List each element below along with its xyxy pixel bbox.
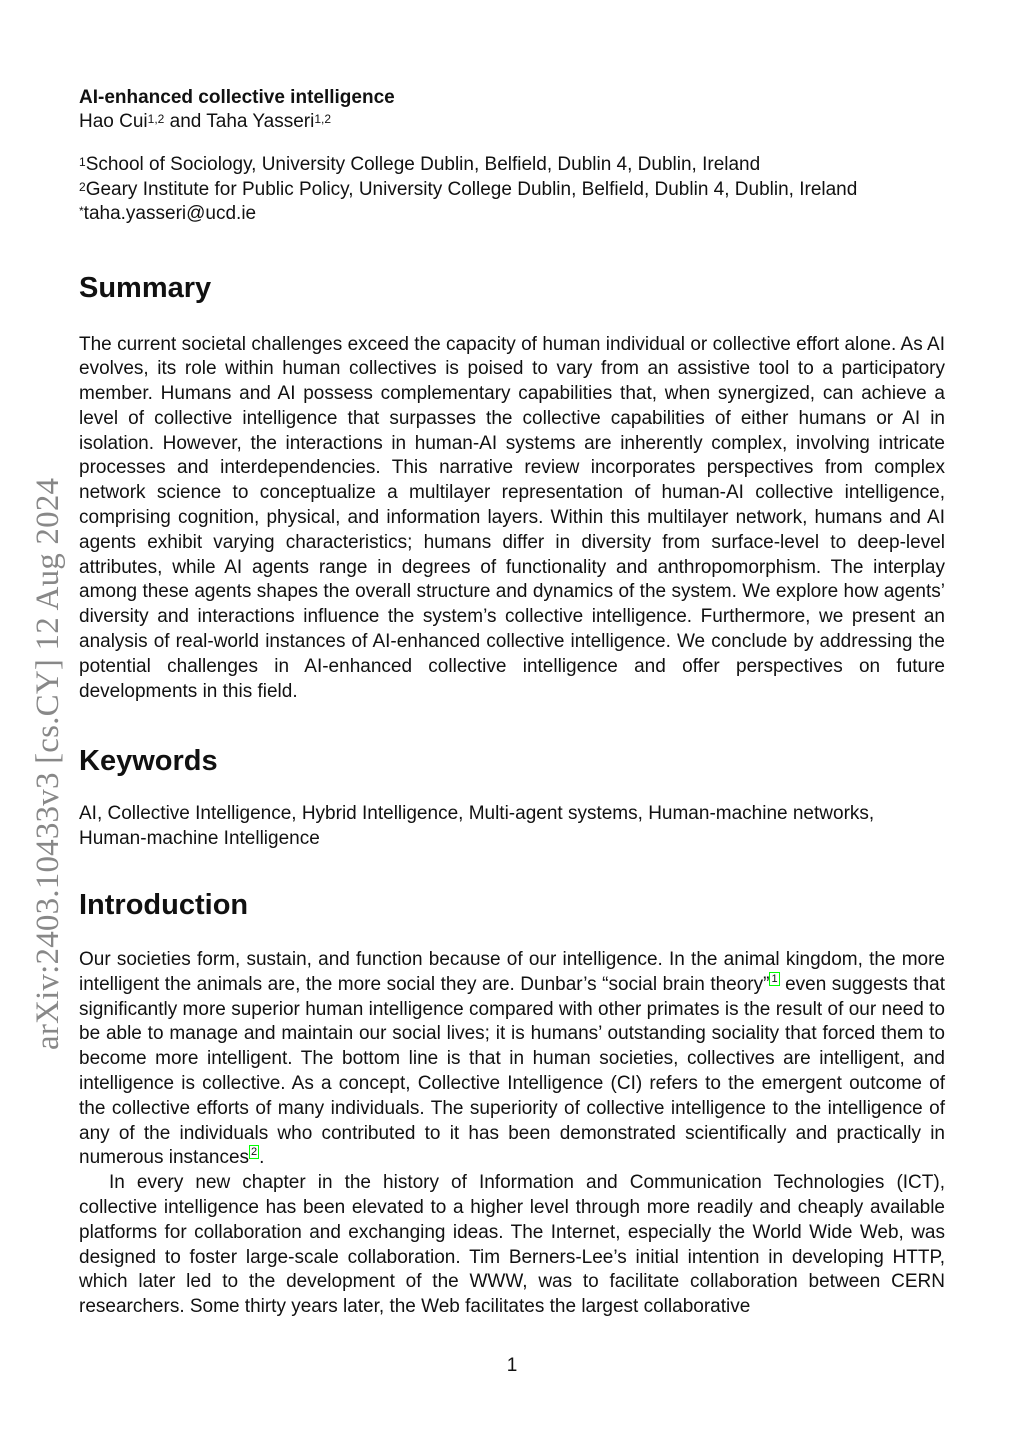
affiliation-1-mark: 1 [79,155,86,169]
keywords-heading: Keywords [79,745,218,778]
author-2-affil: 1,2 [314,112,332,126]
intro-p1-part-c: . [259,1147,265,1169]
author-1-affil: 1,2 [147,112,165,126]
author-1-name: Hao Cui [79,111,148,132]
corresponding-email [79,202,945,227]
affiliation-2-text: Geary Institute for Public Policy, University College Dublin, Belfield, Dublin 4, Dublin, Ireland [85,178,858,200]
affiliation-2 [79,178,945,203]
author-joiner: and [164,111,207,132]
summary-heading: Summary [79,271,212,304]
page-number: 1 [506,1355,518,1376]
affiliation-1 [79,153,945,178]
introduction-paragraph-2: In every new chapter in the history of Information and Communication Technologies (ICT), collective intelligence has been elevated to a higher level through more readily and cheaply available platforms for collaboration and exchanging ideas. The Internet, especially the World Wide Web, was designed to foster large-scale collaboration. Tim Berners-Lee’s initial intention in developing HTTP, which later led to the development of the WWW, was to facilitate collaboration between CERN researchers. Some thirty years later, the Web facilitates the largest collaborative [79,1172,945,1318]
intro-p1-part-b: even suggests that significantly more superior human intelligence compared with other primates is the result of our need to be able to manage and maintain our social lives; it is humans’ outstanding sociality that forced them to become more intelligent. The bottom line is that in human societies, collectives are intelligent, and intelligence is collective. As a concept, Collective Intelligence (CI) refers to the emergent outcome of the collective efforts of many individuals. The superiority of collective intelligence to the intelligence of any of the individuals who contributed to it has been demonstrated scientifically and practically in numerous instances [79,973,945,1169]
introduction-paragraph-1 [79,948,945,1171]
affiliation-2-mark: 2 [79,179,86,194]
citation-link-1[interactable]: 1 [771,972,778,985]
affiliations [79,153,945,227]
email-mark: * [79,204,84,218]
introduction-heading: Introduction [79,889,249,922]
citation-link-2[interactable]: 2 [251,1146,258,1159]
summary-paragraph: The current societal challenges exceed the capacity of human individual or collective effort alone. As AI evolves, its role within human collectives is poised to vary from an assistive tool to a participatory member. Humans and AI possess complementary capabilities that, when synergized, can achieve a level of collective intelligence that surpasses the collective capabilities of either humans or AI in isolation. However, the interactions in human-AI systems are inherently complex, involving intricate processes and interdependencies. This narrative review incorporates perspectives from complex network science to conceptualize a multilayer representation of human-AI collective intelligence, comprising cognition, physical, and information layers. Within this multilayer network, humans and AI agents exhibit varying characteristics; humans differ in diversity from surface-level to deep-level attributes, while AI agents range in degrees of functionality and anthropomorphism. The interplay among these agents shapes the overall structure and dynamics of the system. We explore how agents’ diversity and interactions influence the system’s collective intelligence. Furthermore, we present an analysis of real-world instances of AI-enhanced collective intelligence. We conclude by addressing the potential challenges in AI-enhanced collective intelligence and offer perspectives on future developments in this field. [79,333,945,702]
affiliation-1-text: School of Sociology, University College Dublin, Belfield, Dublin 4, Dublin, Ireland [85,154,761,175]
arxiv-sidebar-stamp: arXiv:2403.10433v3 [cs.CY] 12 Aug 2024 [30,477,66,1050]
keywords-paragraph: AI, Collective Intelligence, Hybrid Intelligence, Multi-agent systems, Human-machine networks, Human-machine Intelligence [79,803,875,850]
author-2-name: Taha Yasseri [206,111,315,132]
page-content [79,86,945,1320]
email-text: taha.yasseri@ucd.ie [83,203,257,224]
intro-p1-part-a: Our societies form, sustain, and function because of our intelligence. In the animal kingdom, the more intelligent the animals are, the more social they are. Dunbar’s “social brain theory” [79,949,945,995]
author-line [79,110,945,134]
paper-title: AI-enhanced collective intelligence [79,87,395,108]
